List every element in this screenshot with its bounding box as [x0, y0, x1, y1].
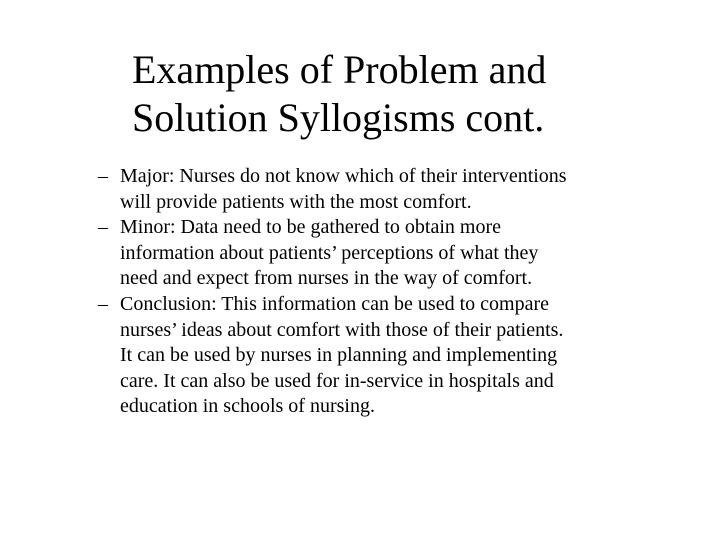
bullet-conclusion	[98, 292, 688, 420]
bullet-major-line-1: Major: Nurses do not know which of their interventions	[120, 165, 567, 187]
bullet-minor-line-2: information about patients’ perceptions of what they	[120, 241, 539, 264]
bullet-conclusion-line-2: nurses’ ideas about comfort with those of their patients.	[120, 318, 564, 341]
bullet-major-line-2: will provide patients with the most comfort.	[120, 190, 472, 213]
slide-title-line-1: Examples of Problem and	[132, 47, 547, 92]
bullet-conclusion-line-5: education in schools of nursing.	[120, 395, 375, 418]
slide-title	[132, 46, 692, 142]
bullet-conclusion-line-1: Conclusion: This information can be used to compare	[120, 292, 549, 315]
dash-bullet-icon: –	[98, 292, 108, 315]
bullet-minor-line-3: need and expect from nurses in the way of comfort.	[120, 267, 533, 290]
bullet-minor-line-1: Minor: Data need to be gathered to obtain more	[120, 216, 501, 239]
dash-bullet-icon: –	[98, 216, 108, 239]
dash-bullet-icon: –	[98, 165, 108, 187]
slide-title-line-2: Solution Syllogisms cont.	[132, 95, 545, 140]
bullet-minor	[98, 215, 688, 292]
bullet-list	[98, 164, 688, 420]
bullet-conclusion-line-4: care. It can also be used for in-service in hospitals and	[120, 369, 554, 392]
bullet-major	[98, 164, 688, 215]
bullet-conclusion-line-3: It can be used by nurses in planning and implementing	[120, 344, 558, 367]
